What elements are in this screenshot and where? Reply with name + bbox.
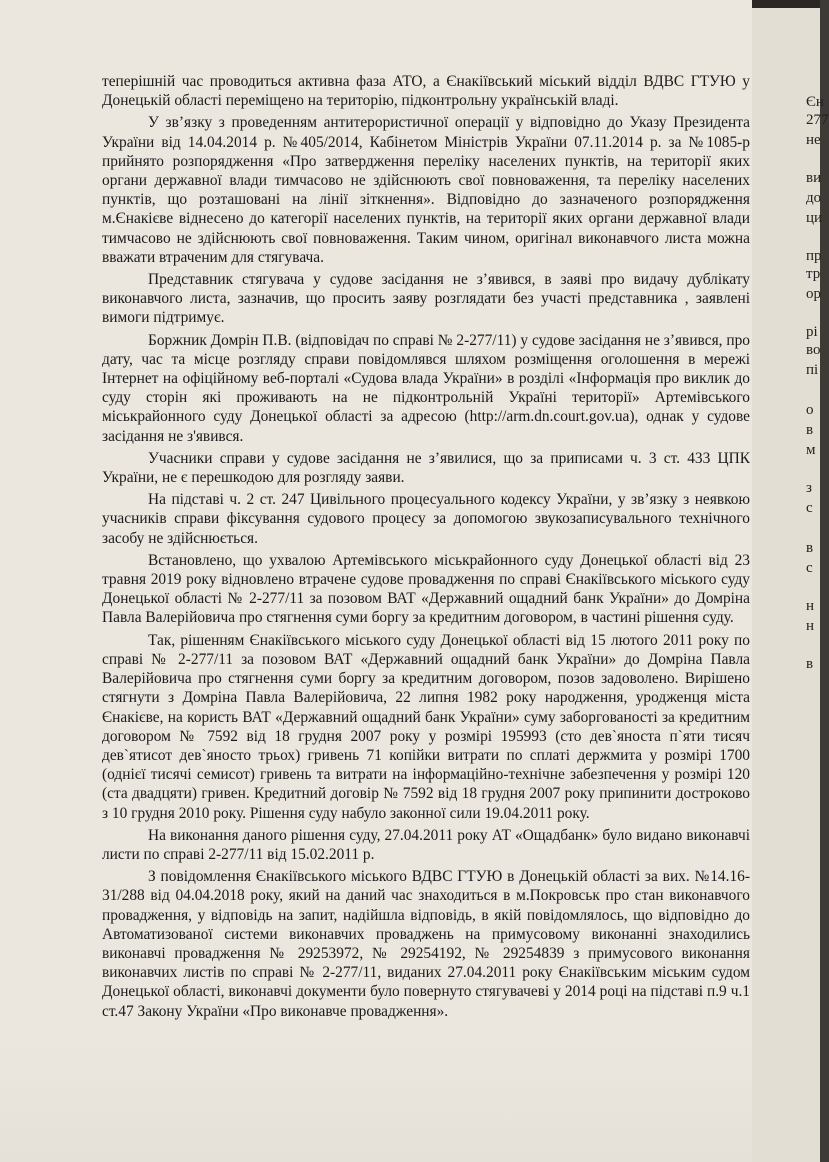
adjacent-page-fragment: в xyxy=(806,422,814,438)
paragraph: теперішній час проводиться активна фаза АТО, а Єнакіївський міський відділ ВДВС ГТУЮ у Донецькій області переміщено на територію, підконтрольну українській владі. xyxy=(102,73,750,110)
adjacent-page-fragment: рі xyxy=(806,324,818,340)
adjacent-page-fragment: м xyxy=(806,442,816,458)
document-body xyxy=(102,72,750,1024)
adjacent-page-fragment: пр xyxy=(806,248,822,264)
adjacent-page-fragment: тр xyxy=(806,266,821,282)
paragraph: Учасники справи у судове засідання не з’явилися, що за приписами ч. 3 ст. 433 ЦПК України, не є перешкодою для розгляду заяви. xyxy=(102,449,750,487)
adjacent-page-fragment: з xyxy=(806,480,812,496)
adjacent-page-fragment: до xyxy=(806,190,822,206)
paragraph: На виконання даного рішення суду, 27.04.2011 року АТ «Ощадбанк» було видано виконавчі листи по справі 2-277/11 від 15.02.2011 р. xyxy=(102,826,750,863)
adjacent-page-fragment: пі xyxy=(806,362,819,378)
paragraph: У зв’язку з проведенням антитерористичної операції у відповідно до Указу Президента України від 14.04.2014 р. №405/2014, Кабінетом Міністрів України 07.11.2014 р. за №1085-р прийнято розпорядження «Про затвердження переліку населених пунктів, на території яких органи державної влади тимчасово не здійснюють свої повноваження, та переліку населених пунктів, що розташовані на лінії зіткнення». Відповідно до зазначеного розпорядження м.Єнакієве віднесено до категорії населених пунктів, на території яких органи державної влади тимчасово не здійснюють свої повноваження. Таким чином, оригінал виконавчого листа можна вважати втраченим для стягувача. xyxy=(102,114,750,266)
adjacent-page-fragment: ор xyxy=(806,286,821,302)
paragraph: Встановлено, що ухвалою Артемівського міськрайонного суду Донецької області від 23 травня 2019 року відновлено втрачене судове провадження по справі Єнакіївського міського суду Донецької області № 2-277/11 за позовом ВАТ «Державний ощадний банк України» до Домріна Павла Валерійовича про стягнення суми боргу за кредитним договором, в частині рішення суду. xyxy=(102,551,750,627)
adjacent-page-fragment: ви xyxy=(806,170,822,186)
adjacent-page-fragment: н xyxy=(806,618,815,634)
paragraph: Представник стягувача у судове засідання не з’явився, в заяві про видачу дублікату виконавчого листа, зазначив, що просить заяву розглядати без участі представника , заявлені вимоги підтримує. xyxy=(102,271,750,327)
adjacent-page-fragment: ци xyxy=(806,210,823,226)
adjacent-page-fragment: не xyxy=(806,132,821,148)
adjacent-page-fragment: с xyxy=(806,500,813,516)
paragraph: З повідомлення Єнакіївського міського ВДВС ГТУЮ в Донецькій області за вих. №14.16-31/288 від 04.04.2018 року, який на даний час знаходиться в м.Покровськ про стан виконавчого провадження, у відповідь на запит, надійшла відповідь, в якій повідомлялось, що відповідно до Автоматизованої системи виконавчих проваджень на примусовому виконанні знаходились виконавчі провадження № 29253972, № 29254192, № 29254839 з примусового виконання виконавчих листів по справі № 2-277/11, виданих 27.04.2011 року Єнакіївським міським судом Донецької області, виконавчі документи було повернуто стягувачеві у 2014 році на підставі п.9 ч.1 ст.47 Закону України «Про виконавче провадження». xyxy=(102,868,750,1020)
paragraph: Так, рішенням Єнакіївського міського суду Донецької області від 15 лютого 2011 року по справі № 2-277/11 за позовом ВАТ «Державний ощадний банк України» до Домріна Павла Валерійовича про стягнення суми боргу за кредитним договором, позов задоволено. Вирішено стягнути з Домріна Павла Валерійовича, 22 липня 1982 року народження, уродженця міста Єнакієве, на користь ВАТ «Державний ощадний банк України» суму заборгованості за кредитним договором № 7592 від 18 грудня 2007 року у розмірі 195993 (сто дев`яноста п`яти тисяч дев`ятисот дев`яносто трьох) гривень 71 копійки витрати по сплаті держмита у розмірі 1700 (однієї тисячі семисот) гривень та витрати на інформаційно-технічне забезпечення у розмірі 120 (ста двадцяти) гривен. Кредитний договір № 7592 від 18 грудня 2007 року припинити достроково з 10 грудня 2010 року. Рішення суду набуло законної сили 19.04.2011 року. xyxy=(102,631,750,822)
paragraph: На підставі ч. 2 ст. 247 Цивільного процесуального кодексу України, у зв’язку з неявкою учасників справи фіксування судового процесу за допомогою звукозаписувального технічного засобу не здійснюється. xyxy=(102,491,750,547)
adjacent-page-fragment: во xyxy=(806,342,821,358)
adjacent-page-fragment: Єн xyxy=(806,94,824,110)
adjacent-page-fragment: 277 xyxy=(806,112,829,128)
adjacent-page-fragment: н xyxy=(806,598,815,614)
adjacent-page-fragment: с xyxy=(806,560,813,576)
adjacent-page-fragment: о xyxy=(806,402,814,418)
adjacent-page-fragment: в xyxy=(806,540,814,556)
adjacent-page-fragment: в xyxy=(806,656,814,672)
paragraph: Боржник Домрін П.В. (відповідач по справі № 2-277/11) у судове засідання не з’явився, про дату, час та місце розгляду справи повідомлявся шляхом розміщення оголошення в мережі Інтернет на офіційному веб-порталі «Судова влада України» в розділі «Інформація про виклик до суду сторін які проживають на не підконтрольній Україні території» Артемівського міськрайонного суду Донецької області за адресою (http://arm.dn.court.gov.ua), однак у судове засідання не з'явився. xyxy=(102,331,750,445)
